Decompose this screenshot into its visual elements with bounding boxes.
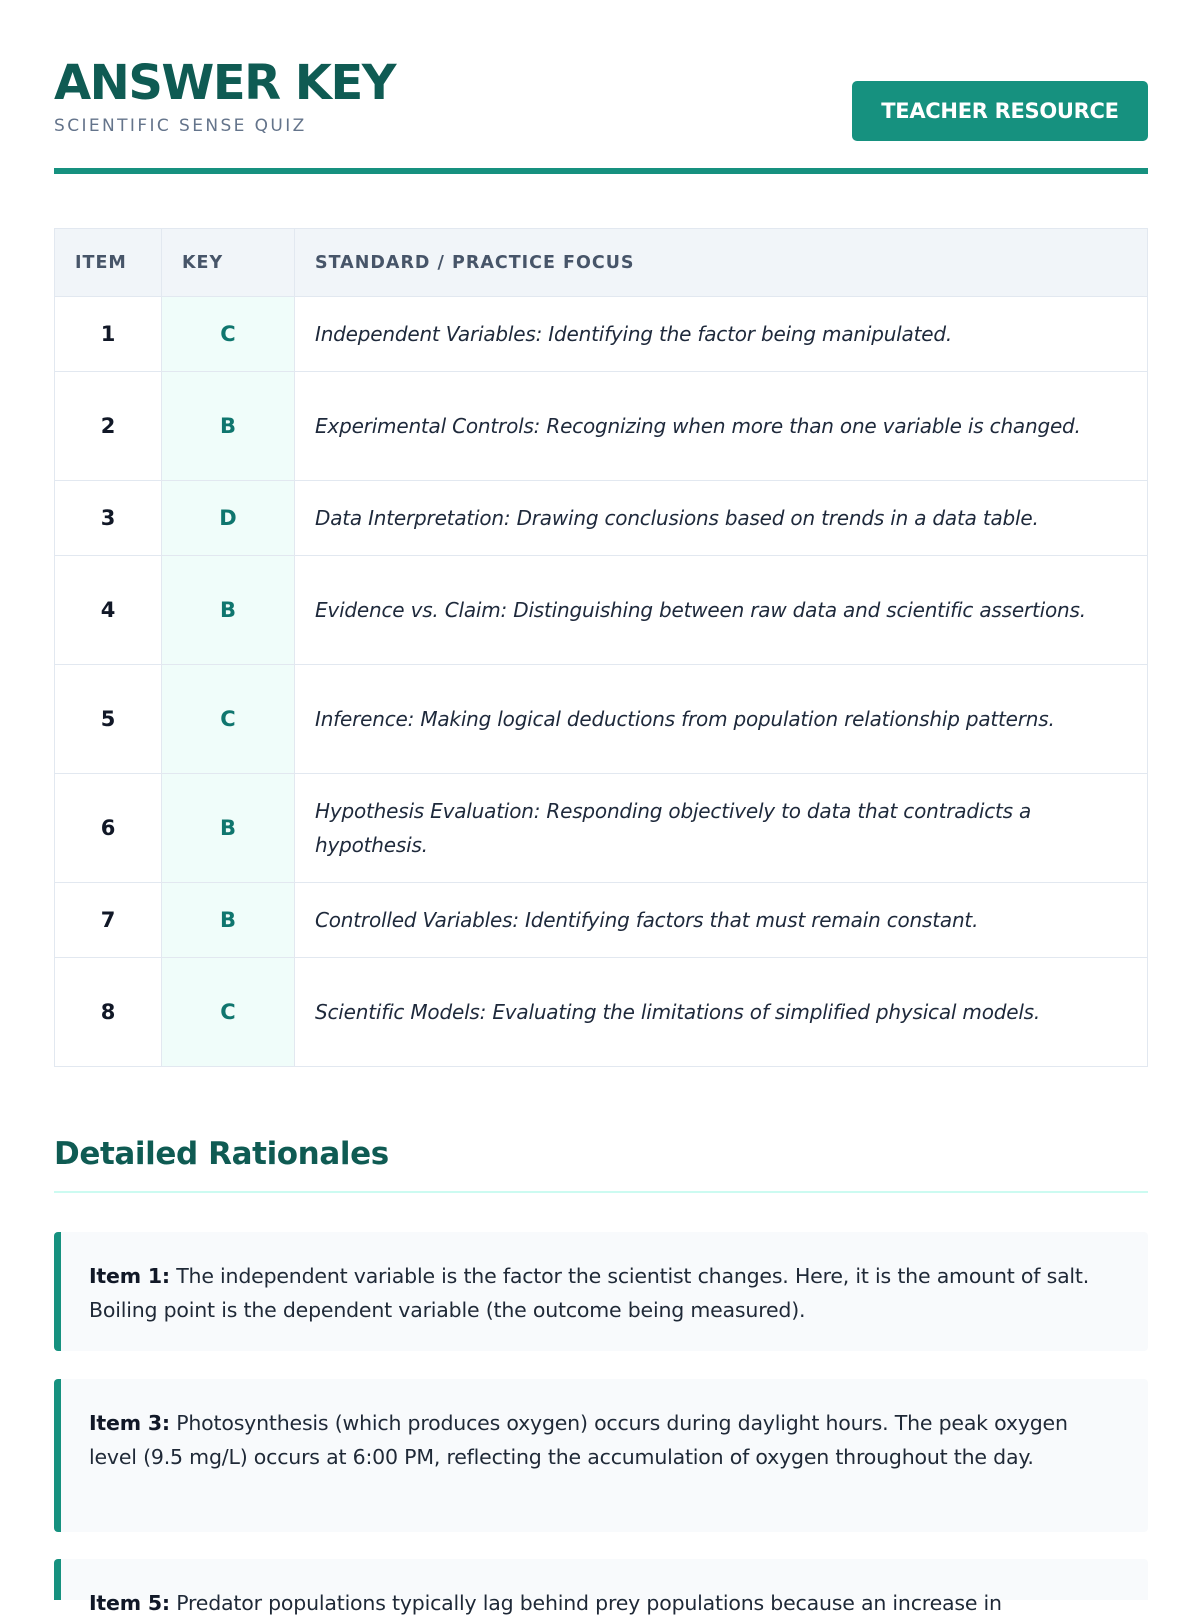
rationale-card: [54, 1559, 1148, 1615]
table-row: [55, 556, 1148, 665]
page-subtitle: SCIENTIFIC SENSE QUIZ: [54, 116, 307, 136]
item-number: 5: [55, 665, 162, 774]
rationale-label: Item 5:: [89, 1591, 170, 1615]
table-row: [55, 665, 1148, 774]
item-number: 4: [55, 556, 162, 665]
table-row: [55, 481, 1148, 556]
item-number: 7: [55, 883, 162, 958]
column-header-key: KEY: [162, 229, 295, 297]
rationale-label: Item 3:: [89, 1411, 170, 1435]
rationale-card: [54, 1232, 1148, 1351]
rationale-text: The independent variable is the factor the scientist changes. Here, it is the amount of salt. Boiling point is the dependent variable (the outcome being measured).: [89, 1264, 1090, 1322]
table-row: [55, 958, 1148, 1067]
practice-focus: Experimental Controls: Recognizing when more than one variable is changed.: [295, 372, 1148, 481]
teacher-resource-badge[interactable]: TEACHER RESOURCE: [852, 81, 1148, 141]
practice-focus: Data Interpretation: Drawing conclusions based on trends in a data table.: [295, 481, 1148, 556]
answer-key: C: [162, 297, 295, 372]
practice-focus: Evidence vs. Claim: Distinguishing between raw data and scientific assertions.: [295, 556, 1148, 665]
table-row: [55, 372, 1148, 481]
rationale-card: [54, 1379, 1148, 1532]
answer-key: B: [162, 774, 295, 883]
answer-key: B: [162, 556, 295, 665]
table-row: [55, 297, 1148, 372]
column-header-focus: STANDARD / PRACTICE FOCUS: [295, 229, 1148, 297]
answer-key: C: [162, 958, 295, 1067]
item-number: 3: [55, 481, 162, 556]
practice-focus: Inference: Making logical deductions from population relationship patterns.: [295, 665, 1148, 774]
answer-key-table: [54, 228, 1148, 1067]
rationale-label: Item 1:: [89, 1264, 170, 1288]
item-number: 2: [55, 372, 162, 481]
page-title: ANSWER KEY: [54, 55, 396, 111]
practice-focus: Controlled Variables: Identifying factors that must remain constant.: [295, 883, 1148, 958]
answer-key: C: [162, 665, 295, 774]
column-header-item: ITEM: [55, 229, 162, 297]
practice-focus: Scientific Models: Evaluating the limitations of simplified physical models.: [295, 958, 1148, 1067]
page-header: [54, 52, 1148, 174]
answer-key: B: [162, 883, 295, 958]
practice-focus: Hypothesis Evaluation: Responding objectively to data that contradicts a hypothesis.: [295, 774, 1148, 883]
rationale-text: Predator populations typically lag behind prey populations because an increase in: [176, 1591, 1002, 1615]
rationales-heading: Detailed Rationales: [54, 1133, 1148, 1193]
table-header-row: [55, 229, 1148, 297]
practice-focus: Independent Variables: Identifying the factor being manipulated.: [295, 297, 1148, 372]
table-row: [55, 883, 1148, 958]
answer-key: D: [162, 481, 295, 556]
item-number: 1: [55, 297, 162, 372]
table-row: [55, 774, 1148, 883]
item-number: 8: [55, 958, 162, 1067]
rationale-text: Photosynthesis (which produces oxygen) occurs during daylight hours. The peak oxygen level (9.5 mg/L) occurs at 6:00 PM, reflecting the accumulation of oxygen throughout the day.: [89, 1411, 1068, 1469]
answer-key: B: [162, 372, 295, 481]
item-number: 6: [55, 774, 162, 883]
